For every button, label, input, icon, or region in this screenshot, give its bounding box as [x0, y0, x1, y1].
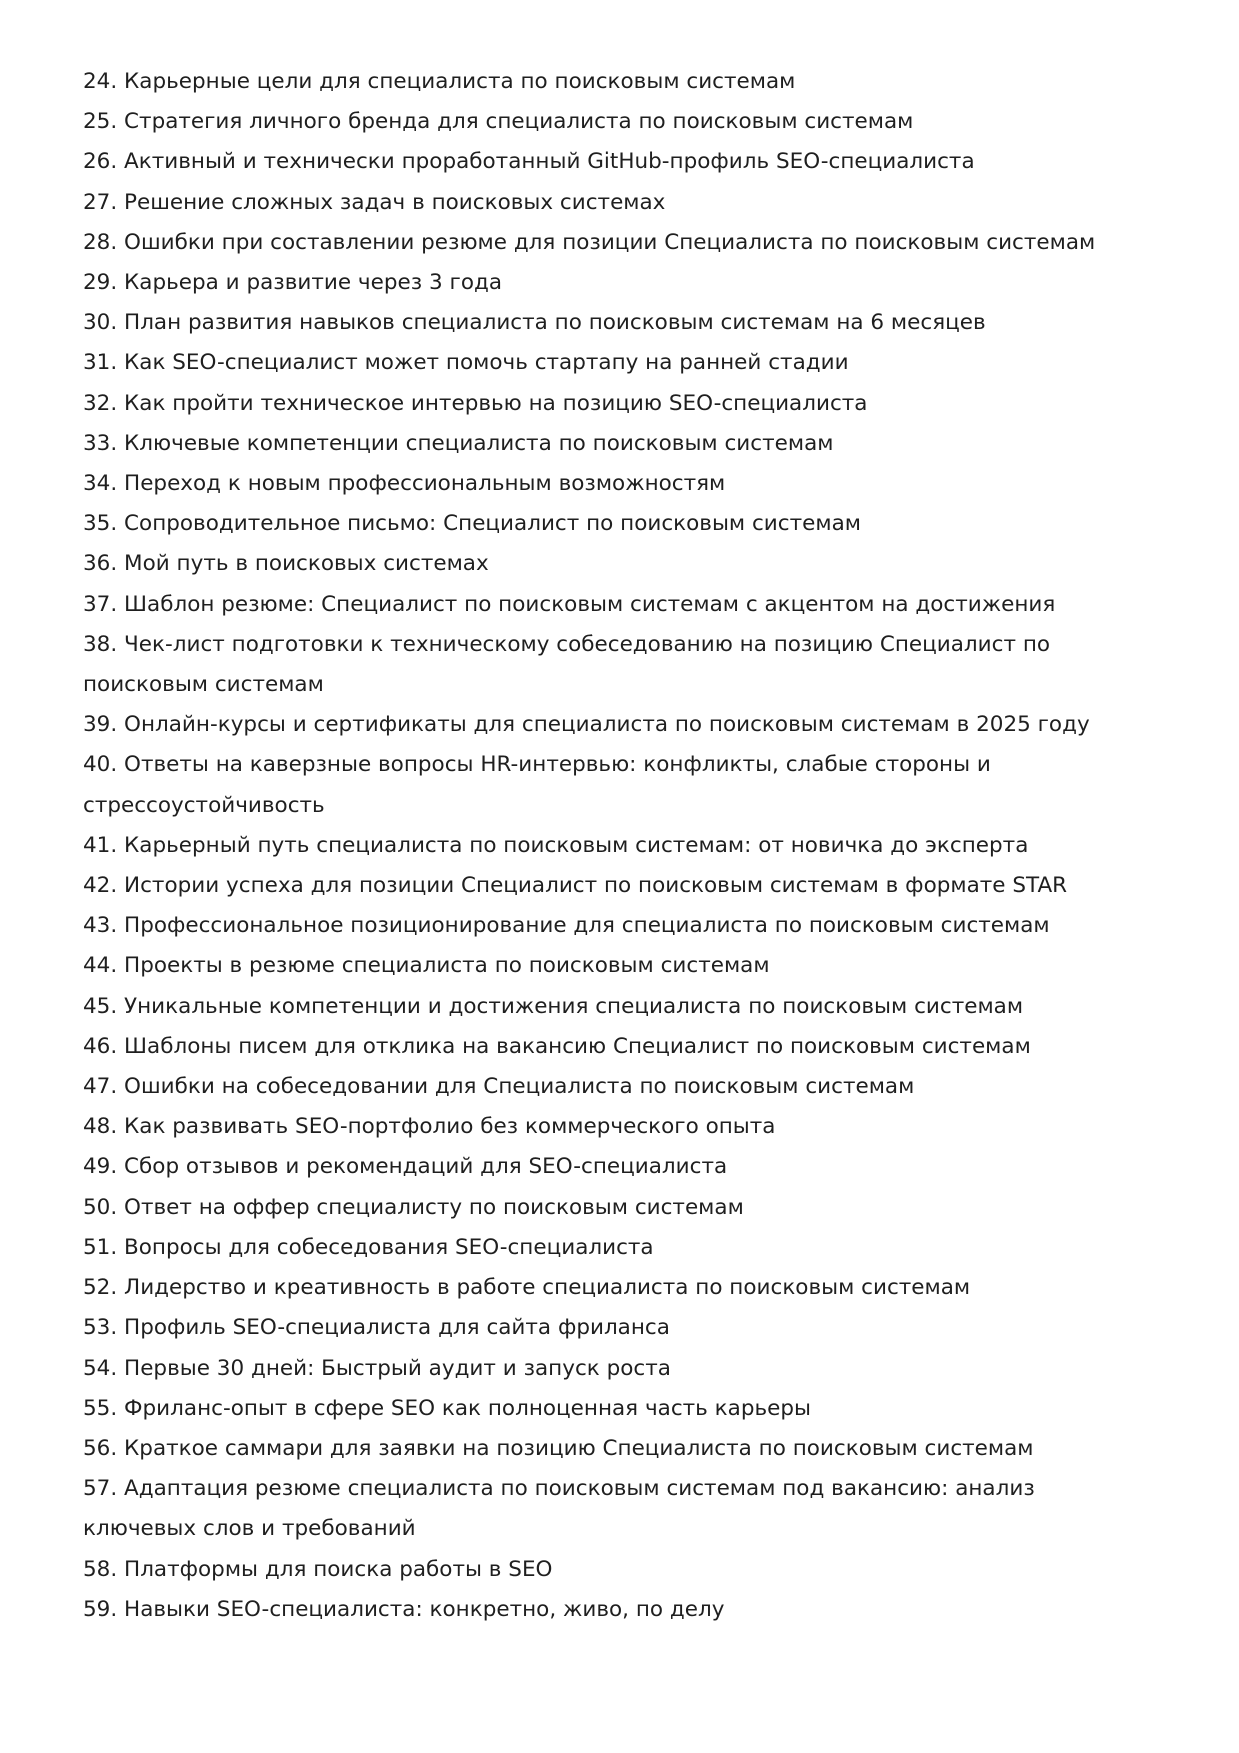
list-item: 27. Решение сложных задач в поисковых системах: [83, 189, 666, 215]
list-item: 25. Стратегия личного бренда для специалиста по поисковым системам: [83, 109, 914, 135]
list-item: 39. Онлайн-курсы и сертификаты для специалиста по поисковым системам в 2025 году: [83, 712, 1090, 738]
list-item: 26. Активный и технически проработанный GitHub-профиль SEO-специалиста: [83, 149, 975, 175]
list-item: 59. Навыки SEO-специалиста: конкретно, живо, по делу: [83, 1596, 725, 1622]
list-item: 56. Краткое саммари для заявки на позицию Специалиста по поисковым системам: [83, 1435, 1034, 1461]
list-item: 28. Ошибки при составлении резюме для позиции Специалиста по поисковым системам: [83, 229, 1096, 255]
list-item: 35. Сопроводительное письмо: Специалист по поисковым системам: [83, 511, 861, 537]
list-item: 24. Карьерные цели для специалиста по поисковым системам: [83, 69, 796, 94]
list-item: 49. Сбор отзывов и рекомендаций для SEO-специалиста: [83, 1154, 728, 1180]
list-item: 46. Шаблоны писем для отклика на вакансию Специалист по поисковым системам: [83, 1033, 1031, 1059]
list-item: 42. Истории успеха для позиции Специалист по поисковым системам в формате STAR: [83, 873, 1068, 899]
list-item: 34. Переход к новым профессиональным возможностям: [83, 471, 726, 497]
list-item: 43. Профессиональное позиционирование для специалиста по поисковым системам: [83, 913, 1050, 939]
list-item: 29. Карьера и развитие через 3 года: [83, 270, 503, 296]
list-item: 54. Первые 30 дней: Быстрый аудит и запуск роста: [83, 1355, 671, 1381]
list-item: 48. Как развивать SEO-портфолио без коммерческого опыта: [83, 1114, 776, 1140]
list-item: 36. Мой путь в поисковых системах: [83, 551, 489, 577]
list-item: 57. Адаптация резюме специалиста по поисковым системам под вакансию: анализ ключевых слов и требований: [83, 1476, 1035, 1542]
list-item: 31. Как SEO-специалист может помочь стартапу на ранней стадии: [83, 350, 849, 376]
list-item: 32. Как пройти техническое интервью на позицию SEO-специалиста: [83, 390, 868, 416]
list-item: 44. Проекты в резюме специалиста по поисковым системам: [83, 953, 770, 979]
list-item: 51. Вопросы для собеседования SEO-специалиста: [83, 1234, 654, 1260]
list-item: 47. Ошибки на собеседовании для Специалиста по поисковым системам: [83, 1074, 915, 1100]
list-item: 40. Ответы на каверзные вопросы HR-интервью: конфликты, слабые стороны и стрессоустойчивость: [83, 752, 991, 818]
list-item: 50. Ответ на оффер специалисту по поисковым системам: [83, 1194, 744, 1220]
list-item: 37. Шаблон резюме: Специалист по поисковым системам с акцентом на достижения: [83, 591, 1056, 617]
list-item: 58. Платформы для поиска работы в SEO: [83, 1556, 553, 1582]
list-item: 45. Уникальные компетенции и достижения специалиста по поисковым системам: [83, 993, 1024, 1019]
list-item: 33. Ключевые компетенции специалиста по поисковым системам: [83, 430, 834, 456]
article-list: [83, 62, 1143, 1630]
list-item: 55. Фриланс-опыт в сфере SEO как полноценная часть карьеры: [83, 1395, 812, 1421]
list-item: 38. Чек-лист подготовки к техническому собеседованию на позицию Специалист по поисковым системам: [83, 631, 1051, 698]
list-item: 41. Карьерный путь специалиста по поисковым системам: от новичка до эксперта: [83, 832, 1029, 858]
list-item: 52. Лидерство и креативность в работе специалиста по поисковым системам: [83, 1275, 971, 1301]
list-item: 53. Профиль SEO-специалиста для сайта фриланса: [83, 1315, 670, 1341]
list-item: 30. План развития навыков специалиста по поисковым системам на 6 месяцев: [83, 310, 986, 336]
